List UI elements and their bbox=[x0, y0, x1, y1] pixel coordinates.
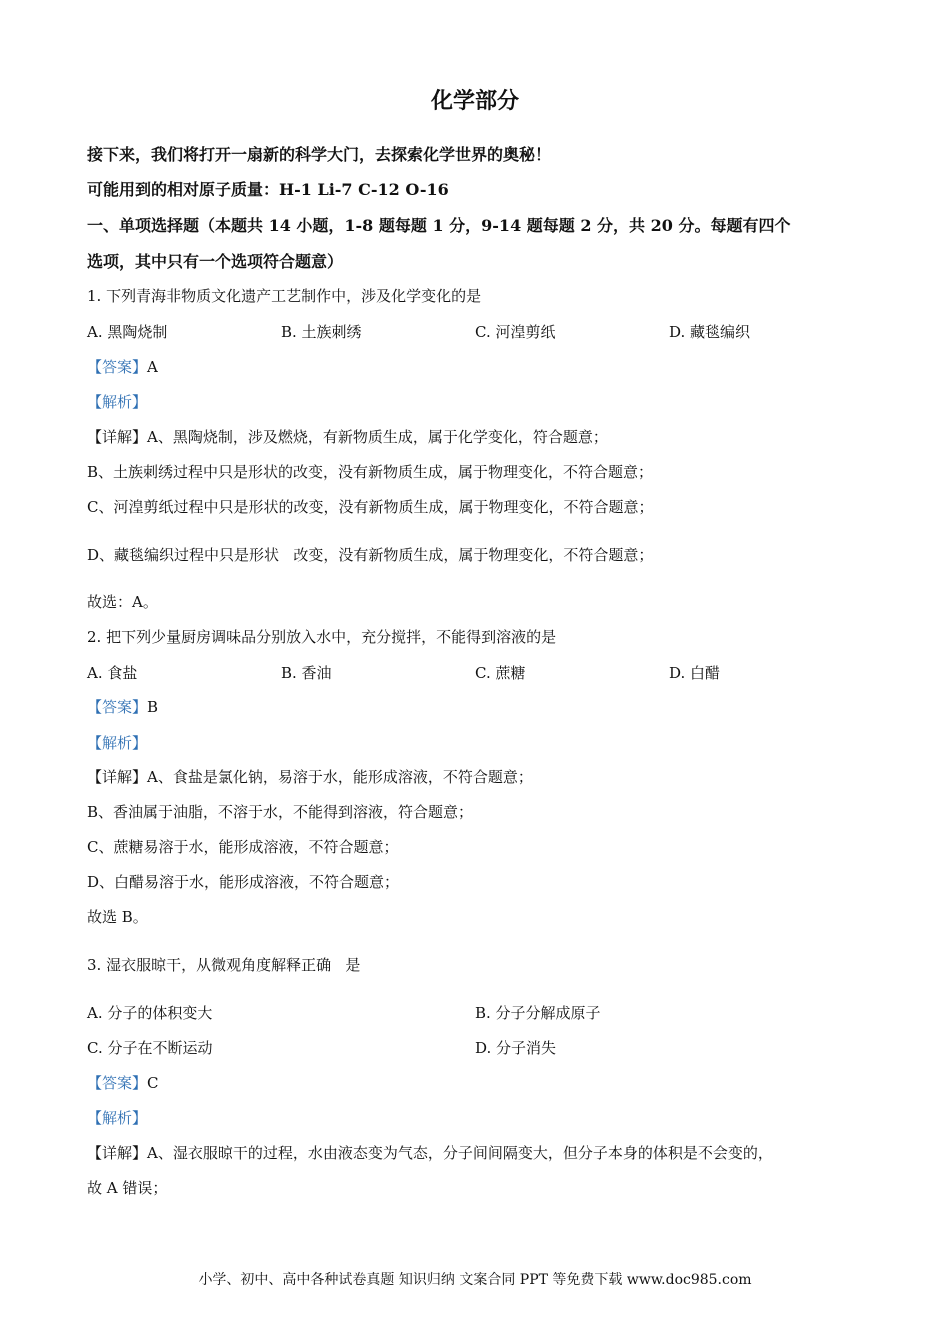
q1-detail bbox=[87, 426, 608, 447]
q2-option-a: A. 食盐 bbox=[87, 664, 138, 682]
q3-option-d: D. 分子消失 bbox=[475, 1039, 557, 1057]
q2-option-b: B. 香油 bbox=[281, 664, 332, 682]
q2-answer bbox=[87, 696, 158, 717]
detail-tag: 【详解】 bbox=[87, 768, 148, 786]
page-title: 化学部分 bbox=[430, 88, 519, 114]
question-3-stem: 3. 湿衣服晾干，从微观角度解释正确 是 bbox=[87, 956, 361, 974]
q3-option-b: B. 分子分解成原子 bbox=[475, 1004, 601, 1022]
q2-detail-line: B、香油属于油脂，不溶于水，不能得到溶液，符合题意； bbox=[87, 803, 474, 821]
q2-option-d: D. 白醋 bbox=[669, 664, 721, 682]
intro-text: 接下来，我们将打开一扇新的科学大门，去探索化学世界的奥秘！ bbox=[87, 145, 552, 164]
q2-detail-line: D、白醋易溶于水，能形成溶液，不符合题意； bbox=[87, 873, 400, 891]
detail-tag: 【详解】 bbox=[87, 1144, 148, 1162]
q1-option-a: A. 黑陶烧制 bbox=[87, 323, 168, 341]
q2-conclusion: 故选 B。 bbox=[87, 908, 148, 926]
page-footer: 小学、初中、高中各种试卷真题 知识归纳 文案合同 PPT 等免费下载 www.doc985.com bbox=[198, 1272, 752, 1288]
question-2-stem: 2. 把下列少量厨房调味品分别放入水中，充分搅拌，不能得到溶液的是 bbox=[87, 628, 557, 646]
answer-tag: 【答案】 bbox=[87, 698, 148, 716]
detail-text: A、湿衣服晾干的过程，水由液态变为气态，分子间间隔变大，但分子本身的体积是不会变的， bbox=[147, 1144, 773, 1162]
q1-detail-line: B、土族刺绣过程中只是形状的改变，没有新物质生成，属于物理变化，不符合题意； bbox=[87, 463, 654, 481]
q3-option-c: C. 分子在不断运动 bbox=[87, 1039, 213, 1057]
q1-analysis-tag: 【解析】 bbox=[87, 393, 148, 411]
answer-tag: 【答案】 bbox=[87, 1074, 148, 1092]
q2-detail bbox=[87, 766, 533, 787]
q1-detail-line: C、河湟剪纸过程中只是形状的改变，没有新物质生成，属于物理变化，不符合题意； bbox=[87, 498, 654, 516]
q3-option-a: A. 分子的体积变大 bbox=[87, 1004, 213, 1022]
q1-option-d: D. 藏毯编织 bbox=[669, 323, 751, 341]
q1-answer bbox=[87, 356, 158, 377]
section-heading-cont: 选项，其中只有一个选项符合题意） bbox=[87, 252, 344, 271]
question-1-stem: 1. 下列青海非物质文化遗产工艺制作中，涉及化学变化的是 bbox=[87, 287, 482, 305]
q3-analysis-tag: 【解析】 bbox=[87, 1109, 148, 1127]
q3-detail-line: 故 A 错误； bbox=[87, 1179, 168, 1197]
answer-value: A bbox=[147, 358, 158, 376]
q2-detail-line: C、蔗糖易溶于水，能形成溶液，不符合题意； bbox=[87, 838, 399, 856]
q1-option-b: B. 土族刺绣 bbox=[281, 323, 362, 341]
q3-detail bbox=[87, 1142, 773, 1163]
q1-detail-line: D、藏毯编织过程中只是形状 改变，没有新物质生成，属于物理变化，不符合题意； bbox=[87, 546, 654, 564]
answer-value: B bbox=[147, 698, 159, 716]
q2-analysis-tag: 【解析】 bbox=[87, 734, 148, 752]
q3-answer bbox=[87, 1072, 159, 1093]
detail-text: A、食盐是氯化钠，易溶于水，能形成溶液，不符合题意； bbox=[147, 768, 533, 786]
answer-tag: 【答案】 bbox=[87, 358, 148, 376]
q1-conclusion: 故选：A。 bbox=[87, 593, 158, 611]
detail-text: A、黑陶烧制，涉及燃烧，有新物质生成，属于化学变化，符合题意； bbox=[147, 428, 608, 446]
atomic-masses: 可能用到的相对原子质量：H-1 Li-7 C-12 O-16 bbox=[87, 180, 449, 199]
section-heading: 一、单项选择题（本题共 14 小题，1-8 题每题 1 分，9-14 题每题 2 分，共 20 分。每题有四个 bbox=[87, 216, 791, 235]
detail-tag: 【详解】 bbox=[87, 428, 148, 446]
q2-option-c: C. 蔗糖 bbox=[475, 664, 526, 682]
answer-value: C bbox=[147, 1074, 159, 1092]
q1-option-c: C. 河湟剪纸 bbox=[475, 323, 556, 341]
